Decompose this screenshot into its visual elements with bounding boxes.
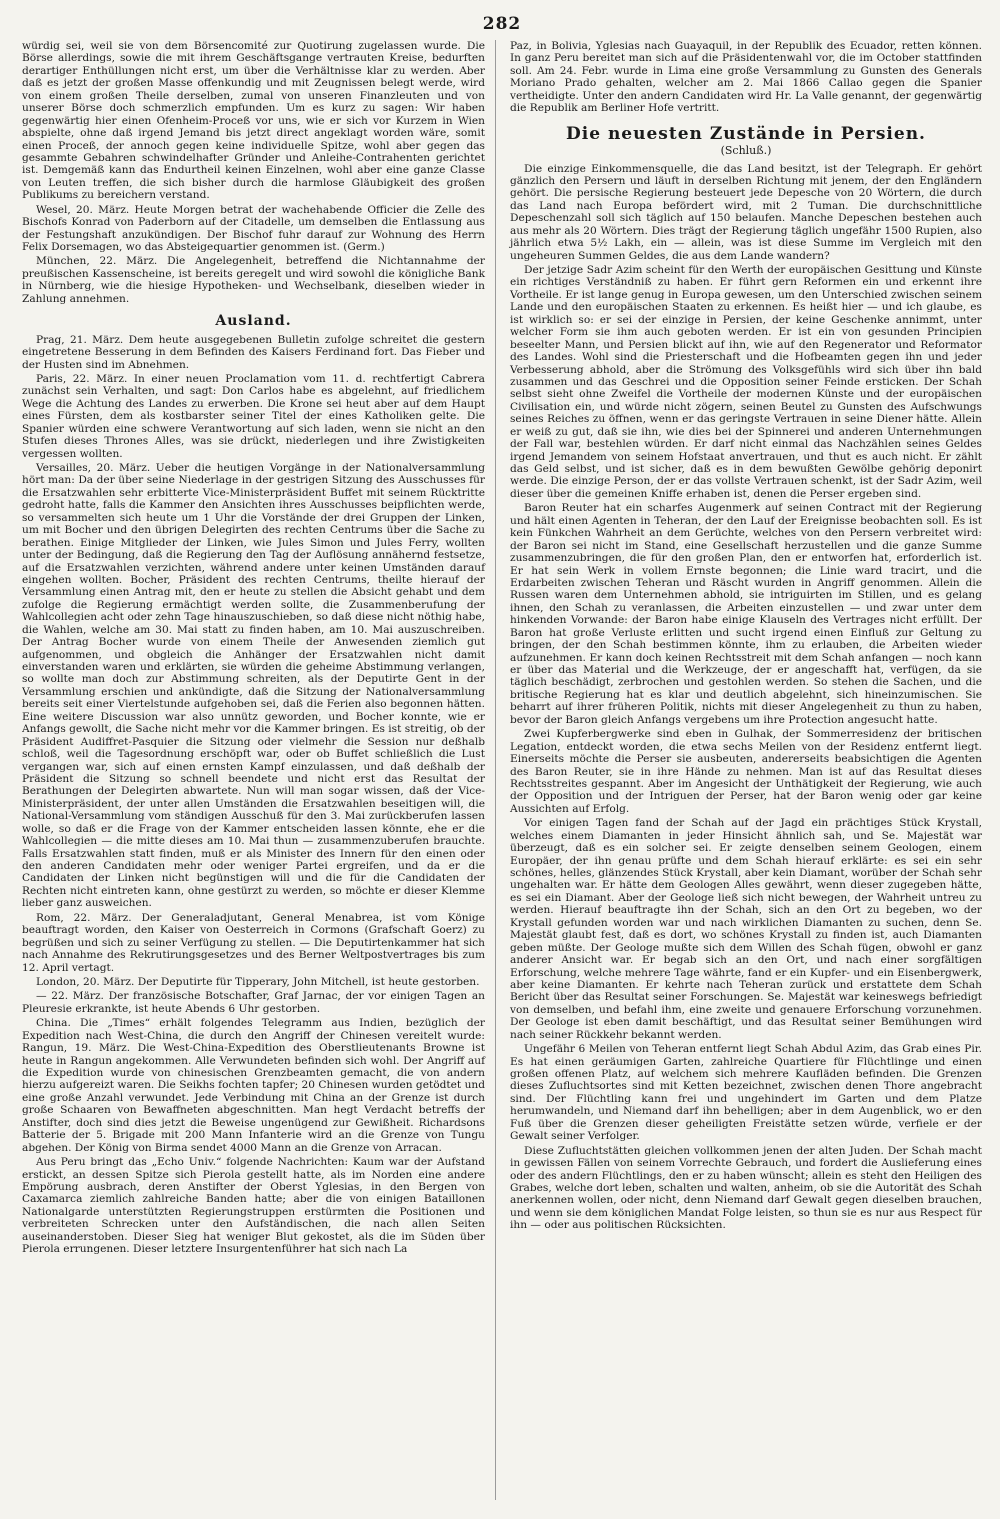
article-paragraph: Der jetzige Sadr Azim scheint für den Werth der europäischen Gesittung und Künste ein richtiges Verständniß zu haben. Er führt gern Reformen ein und erkennt ihre Vortheile. Er ist lange genug in Europa gewesen, um den Unterschied zwischen seinem Lande und den europäischen Staaten zu erkennen. Es heißt hier — und ich glaube, es ist wirklich so: er sei der einzige in Persien, der keine Geschenke annimmt, unter welcher Form sie ihm auch geboten werden. Er ist ein von gesunden Principien beseelter Mann, und Persien blickt auf ihn, wie auf den Regenerator und Reformator des Landes. Wohl sind die Priesterschaft und die Hofbeamten gegen ihn und jeder Verbesserung abhold, aber die Strömung des Volksgefühls wird sich über ihn bald zusammen und das Geschrei und die Opposition seiner Feinde ersticken. Der Schah selbst sieht ohne Zweifel die Vortheile der modernen Künste und der europäischen Civilisation ein, und würde nicht zögern, seinen Beutel zu Gunsten des Aufschwungs seines Reiches zu öffnen, wenn er das geringste Vertrauen in seine Diener hätte. Allein er weiß zu gut, daß sie ihn, wie dies bei der Spinnerei und anderen Unternehmungen der Fall war, bestehlen würden. Er darf nicht einmal das Nachzählen seines Geldes irgend Jemandem von seinem Hofstaat anvertrauen, und thut es auch nicht. Er zählt das Geld selbst, und ist sicher, daß es in dem bewußten Gewölbe gehörig deponirt werde. Die einzige Person, der er das vollste Vertrauen schenkt, ist der Sadr Azim, weil dieser über die gemeinen Kniffe erhaben ist, denen die Perser ergeben sind.: [510, 264, 982, 500]
article-paragraph: Paris, 22. März. In einer neuen Proclamation vom 11. d. rechtfertigt Cabrera zunächst sein Verhalten, und sagt: Don Carlos habe es abgelehnt, auf friedlichem Wege die Achtung des Landes zu erwerben. Die Krone sei heut aber auf dem Haupt eines Fürsten, dem als kostbarster seiner Titel der eines Katholiken gelte. Die Spanier würden eine schwere Verantwortung auf sich laden, wenn sie nicht an den Stufen dieses Thrones Alles, was sie drückt, niederlegen und ihre Zwistigkeiten vergessen wollten.: [22, 372, 485, 460]
section-heading-ausland: Ausland.: [215, 313, 292, 330]
article-paragraph: Vor einigen Tagen fand der Schah auf der Jagd ein prächtiges Stück Krystall, welches einem Diamanten in jeder Hinsicht ähnlich sah, und Se. Majestät war überzeugt, daß es ein solcher sei. Er zeigte denselben seinem Geologen, einem Europäer, der ihn genau prüfte und dem Schah hierauf erklärte: es sei ein sehr schönes, helles, glänzendes Stück Krystall, aber kein Diamant, worüber der Schah sehr ungehalten war. Er hätte dem Geologen Alles gewährt, wenn dieser zugegeben hätte, es sei ein Diamant. Aber der Geologe ließ sich nicht bewegen, der Wahrheit untreu zu werden. Hierauf beauftragte ihn der Schah, sich an den Ort zu begeben, wo der Krystall gefunden worden war und nach wirklichen Diamanten zu suchen, denn Se. Majestät glaubt fest, daß es dort, wo schönes Krystall zu finden ist, auch Diamanten geben müßte. Der Geologe mußte sich dem Willen des Schah fügen, obwohl er ganz anderer Ansicht war. Er begab sich an den Ort, und nach einer sorgfältigen Erforschung, welche mehrere Tage währte, fand er ein Kupfer- und ein Eisenbergwerk, aber keine Diamanten. Er kehrte nach Teheran zurück und erstattete dem Schah Bericht über das Resultat seiner Forschungen. Se. Majestät war keineswegs befriedigt von demselben, und befahl ihm, eine zweite und genauere Erforschung vorzunehmen. Der Geologe ist eben damit beschäftigt, und das Resultat seiner Bemühungen wird nach seiner Rückkehr bekannt werden.: [510, 817, 982, 1041]
article-paragraph: Prag, 21. März. Dem heute ausgegebenen Bulletin zufolge schreitet die gestern eingetretene Besserung in dem Befinden des Kaisers Ferdinand fort. Das Fieber und der Husten sind im Abnehmen.: [22, 333, 485, 371]
article-subheading: (Schluß.): [720, 143, 772, 157]
article-paragraph: Paz, in Bolivia, Yglesias nach Guayaquil, in der Republik des Ecuador, retten können. In ganz Peru bereitet man sich auf die Präsidentenwahl vor, die im October stattfinden soll. Am 24. Febr. wurde in Lima eine große Versammlung zu Gunsten des Generals Moriano Prado gehalten, welcher am 2. Mai 1866 Callao gegen die Spanier vertheidigte. Unter den andern Candidaten wird Hr. La Valle genannt, der gegenwärtig die Republik am Berliner Hofe vertritt.: [510, 40, 982, 115]
article-paragraph: — 22. März. Der französische Botschafter, Graf Jarnac, der vor einigen Tagen an Pleuresie erkrankte, ist heute Abends 6 Uhr gestorben.: [22, 990, 485, 1015]
article-paragraph: Wesel, 20. März. Heute Morgen betrat der wachehabende Officier die Zelle des Bischofs Konrad von Paderborn auf der Citadelle, um demselben die Entlassung aus der Festungshaft anzukündigen. Der Bischof fuhr darauf zur Wohnung des Herrn Felix Dorsemagen, wo das Absteigequartier genommen ist. (Germ.): [22, 203, 485, 253]
article-paragraph: Die einzige Einkommensquelle, die das Land besitzt, ist der Telegraph. Er gehört gänzlich den Persern und läuft in derselben Richtung mit jenem, der den Engländern gehört. Die persische Regierung besteuert jede Depesche von 20 Wörtern, die durch das Land nach Europa befördert wird, mit 2 Tuman. Die durchschnittliche Depeschenzahl soll sich täglich auf 150 belaufen. Manche Depeschen bestehen auch aus mehr als 20 Wörtern. Dies trägt der Regierung täglich ungefähr 1500 Rupien, also jährlich etwa 5½ Lakh, ein — allein, was ist diese Summe im Vergleich mit den ungeheuren Summen Geldes, die aus dem Lande wandern?: [510, 162, 982, 262]
article-heading-persien: Die neuesten Zustände in Persien.: [566, 123, 926, 144]
article-paragraph: Aus Peru bringt das „Echo Univ.“ folgende Nachrichten: Kaum war der Aufstand erstickt, an dessen Spitze sich Pierola gestellt hatte, als im Norden eine andere Empörung ausbrach, deren Anstifter der Oberst Yglesias, in den Bergen von Caxamarca ziemlich zahlreiche Banden hatte; aber die von einigen Bataillonen Nationalgarde unterstützten Regierungstruppen erstürmten die Positionen und verbreiteten Schrecken unter den Aufständischen, die nach allen Seiten auseinanderstoben. Dieser Sieg hat weniger Blut gekostet, als die im Süden über Pierola errungenen. Dieser letztere Insurgentenführer hat sich nach La: [22, 1156, 485, 1256]
left-column: [22, 40, 496, 1500]
page-number: 282: [482, 14, 522, 34]
article-paragraph: Zwei Kupferbergwerke sind eben in Gulhak, der Sommerresidenz der britischen Legation, entdeckt worden, die etwa sechs Meilen von der Residenz entfernt liegt. Einerseits möchte die Perser sie ausbeuten, andererseits beabsichtigen die Agenten des Baron Reuter, sie in ihre Hände zu nehmen. Man ist auf das Resultat dieses Rechtsstreites gespannt. Aber im Angesicht der Unthätigkeit der Regierung, wie auch der Opposition und der Intriguen der Perser, hat der Baron wenig oder gar keine Aussichten auf Erfolg.: [510, 728, 982, 815]
article-paragraph: Baron Reuter hat ein scharfes Augenmerk auf seinen Contract mit der Regierung und hält einen Agenten in Teheran, der den Lauf der Ereignisse beobachten soll. Es ist kein Fünkchen Wahrheit an dem Gerüchte, welches von den Persern verbreitet wird: der Baron sei nicht im Stand, eine Gesellschaft herzustellen und die ganze Summe zusammenzubringen, die für den großen Plan, den er entworfen hat, erforderlich ist. Er hat sein Werk in vollem Ernste begonnen; die Linie ward tracirt, und die Erdarbeiten zwischen Teheran und Räscht wurden in Angriff genommen. Allein die Russen waren dem Unternehmen abhold, sie intriguirten im Stillen, und es gelang ihnen, den Schah zu veranlassen, die Arbeiten einzustellen — und zwar unter dem hinkenden Vorwande: der Baron habe einige Klauseln des Vertrages nicht erfüllt. Der Baron hat große Verluste erlitten und sucht irgend einen Einfluß zur Geltung zu bringen, der den Schah bestimmen könnte, ihm zu erlauben, die Arbeiten wieder aufzunehmen. Er kann doch keinen Rechtsstreit mit dem Schah anfangen — noch kann er über das Material und die Werkzeuge, der er angeschafft hat, verfügen, da sie täglich beschädigt, zerbrochen und gestohlen werden. So stehen die Sachen, und die britische Regierung hat es klar und deutlich abgelehnt, sich hineinzumischen. Sie beharrt auf ihrer früheren Politik, nichts mit dieser Angelegenheit zu thun zu haben, bevor der Baron gleich Anfangs vergebens um ihre Protection angesucht hatte.: [510, 502, 982, 726]
article-paragraph: Diese Zufluchtstätten gleichen vollkommen jenen der alten Juden. Der Schah macht in gewissen Fällen von seinem Vorrechte Gebrauch, und fordert die Auslieferung eines oder des andern Flüchtlings, den er zu haben wünscht; allein es steht den Heiligen des Grabes, welche dort leben, schalten und walten, anheim, ob sie die Autorität des Schah anerkennen wollen, oder nicht, denn Niemand darf Gewalt gegen dieselben brauchen, und wenn sie dem königlichen Mandat Folge leisten, so thun sie es nur aus Respect für ihn — oder aus politischen Rücksichten.: [510, 1144, 982, 1232]
article-paragraph: Ungefähr 6 Meilen von Teheran entfernt liegt Schah Abdul Azim, das Grab eines Pir. Es hat einen geräumigen Garten, zahlreiche Quartiere für Flüchtlinge und einen großen offenen Platz, auf welchem sich mehrere Kaufläden befinden. Die Grenzen dieses Zufluchtsortes sind mit Ketten bezeichnet, zwischen denen Thore angebracht sind. Der Flüchtling kann frei und ungehindert im Garten und dem Platze herumwandeln, und Niemand darf ihn behelligen; aber in dem Augenblick, wo er den Fuß über die Grenzen dieser geheiligten Freistätte setzen würde, verfiele er der Gewalt seiner Verfolger.: [510, 1043, 982, 1143]
article-paragraph: London, 20. März. Der Deputirte für Tipperary, John Mitchell, ist heute gestorben.: [36, 975, 480, 988]
right-column: [508, 40, 982, 1500]
article-paragraph: München, 22. März. Die Angelegenheit, betreffend die Nichtannahme der preußischen Kassenscheine, ist bereits geregelt und wird sowohl die königliche Bank in Nürnberg, wie die hiesige Hypotheken- und Wechselbank, dieselben wieder in Zahlung annehmen.: [22, 255, 485, 305]
article-paragraph: würdig sei, weil sie von dem Börsencomité zur Quotirung zugelassen wurde. Die Börse allerdings, sowie die mit ihrem Geschäftsgange vertrauten Kreise, bedurften derartiger Enthüllungen nicht erst, um über die Verhältnisse klar zu werden. Aber daß es jetzt der großen Masse offenkundig und mit Zeugnissen belegt werde, wird von einem großen Theile derselben, zumal von unseren Finanzleuten und von unserer Börse doch schmerzlich empfunden. Um es kurz zu sagen: Wir haben gegenwärtig hier einen Ofenheim-Proceß vor uns, wie er sich vor Kurzem in Wien abspielte, ohne daß irgend Jemand bis jetzt direct angeklagt worden wäre, somit einen Proceß, der annoch gegen keine individuelle Spitze, wohl aber gegen das gesammte Gebahren schwindelhafter Gründer und Anleihe-Contrahenten gerichtet ist. Demgemäß kann das Endurtheil keinen Einzelnen, wohl aber eine ganze Classe von Leuten treffen, die sich bisher durch die harmlose Gläubigkeit des großen Publikums zu bereichern verstand.: [22, 40, 485, 202]
article-paragraph: Rom, 22. März. Der Generaladjutant, General Menabrea, ist vom Könige beauftragt worden, den Kaiser von Oesterreich in Cormons (Grafschaft Goerz) zu begrüßen und sich zu seiner Verfügung zu stellen. — Die Deputirtenkammer hat sich nach Annahme des Rekrutirungsgesetzes und des Berner Weltpostvertrages bis zum 12. April vertagt.: [22, 911, 485, 974]
article-paragraph: China. Die „Times“ erhält folgendes Telegramm aus Indien, bezüglich der Expedition nach West-China, die durch den Angriff der Chinesen vereitelt wurde: Rangun, 19. März. Die West-China-Expedition des Oberstlieutenants Browne ist heute in Rangun angekommen. Alle Verwundeten befinden sich wohl. Der Angriff auf die Expedition wurde von chinesischen Grenzbeamten gemacht, die von andern hierzu aufgereizt waren. Die Seikhs fochten tapfer; 20 Chinesen wurden getödtet und eine große Anzahl verwundet. Jede Verbindung mit China an der Grenze ist durch große Schaaren von Bewaffneten abgeschnitten. Man hegt Verdacht betreffs der Anstifter, doch sind dies jetzt die Beweise ungenügend zur Gewißheit. Richardsons Batterie der 5. Brigade mit 200 Mann Infanterie wird an die Grenze von Tungu abgehen. Der König von Birma sendet 4000 Mann an die Grenze von Arracan.: [22, 1017, 485, 1154]
article-paragraph: Versailles, 20. März. Ueber die heutigen Vorgänge in der Nationalversammlung hört man: Da der über seine Niederlage in der gestrigen Sitzung des Ausschusses für die Ersatzwahlen sehr erbitterte Vice-Ministerpräsident Buffet mit seinem Rücktritte gedroht hatte, falls die Kammer den Ansichten ihres Ausschusses beipflichten werde, so versammelten sich heute um 1 Uhr die Vorstände der drei Gruppen der Linken, um mit Bocher und den übrigen Delegirten des rechten Centrums über die Sache zu berathen. Einige Mitglieder der Linken, wie Jules Simon und Jules Ferry, wollten unter der Bedingung, daß die Regierung den Tag der Auflösung annähernd festsetze, auf die Ersatzwahlen verzichten, während andere unter keinen Umständen darauf eingehen wollten. Bocher, Präsident des rechten Centrums, theilte hierauf der Versammlung einen Antrag mit, den er heute zu stellen die Absicht gehabt und dem zufolge die Regierung ermächtigt werden sollte, die Zusammenberufung der Wahlcollegien acht oder zehn Tage hinauszuschieben, so daß diese nicht nöthig habe, die Wahlen, welche am 30. Mai statt zu finden haben, am 10. Mai auszuschreiben. Der Antrag Bocher wurde von einem Theile der Anwesenden ziemlich gut aufgenommen, und obgleich die Anhänger der Ersatzwahlen nicht damit einverstanden waren und erklärten, sie würden die geheime Abstimmung verlangen, so wollte man doch zur Abstimmung schreiten, als der Deputirte Gent in der Versammlung erschien und ankündigte, daß die Sitzung der Nationalversammlung bereits seit einer Viertelstunde aufgehoben sei, daß die Ferien also begonnen hätten. Eine weitere Discussion war also unnütz geworden, und Bocher konnte, wie er Anfangs gewollt, die Sache nicht mehr vor die Kammer bringen. Es ist streitig, ob der Präsident Audiffret-Pasquier die Sitzung oder vielmehr die Session nur deßhalb schloß, weil die Tagesordnung erschöpft war, oder ob Buffet schließlich die Lust vergangen war, sich auf einen ernsten Kampf einzulassen, und daß deßhalb der Präsident die Sitzung so schnell beendete und nicht erst das Resultat der Berathungen der Delegirten abwartete. Nun will man sogar wissen, daß der Vice-Ministerpräsident, der unter allen Umständen die Ersatzwahlen beseitigen will, die National-Versammlung vom ständigen Ausschuß für den 3. Mai zurückberufen lassen wolle, so daß er die Frage von der Kammer entscheiden lassen könnte, ehe er die Wahlcollegien — die mitte dieses am 10. Mai thun — zusammenzuberufen brauchte. Falls Ersatzwahlen statt finden, muß er als Minister des Innern für den einen oder den anderen Candidaten mehr oder weniger Partei ergreifen, und da er die Candidaten der Linken nicht begünstigen will und die für die Candidaten der Rechten nicht eintreten kann, ohne gestürzt zu werden, so möchte er dieser Klemme lieber ganz ausweichen.: [22, 462, 485, 910]
columns: [22, 40, 982, 1500]
